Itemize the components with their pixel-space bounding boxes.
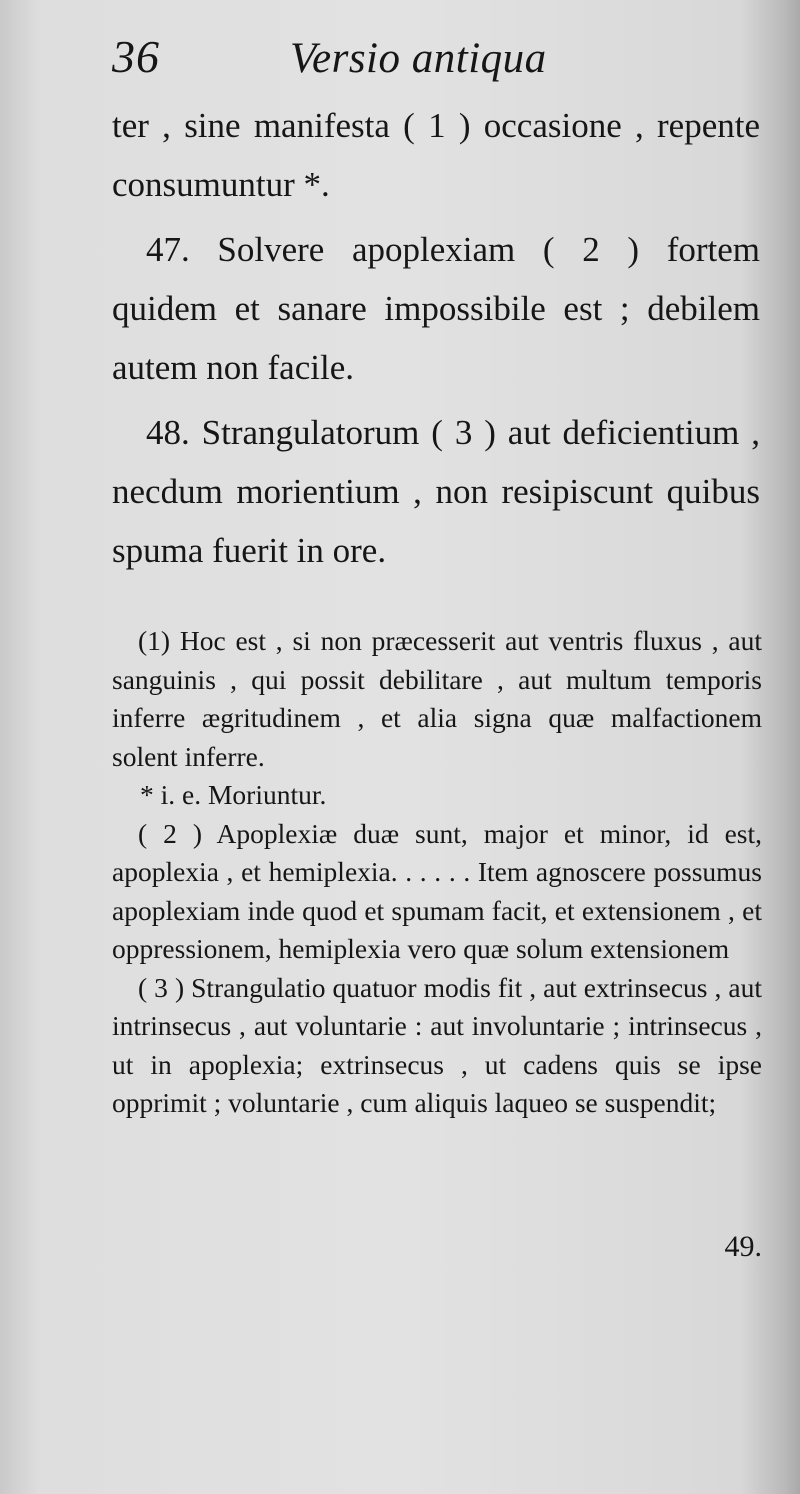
page-number: 36 [112, 31, 160, 82]
footnotes [112, 622, 762, 1123]
paragraph-47: 47. Solvere apoplexiam ( 2 ) fortem quidem et sanare impossibile est ; debilem autem non facile. [112, 230, 760, 387]
main-text [112, 96, 760, 586]
footnote-star: * i. e. Moriuntur. [140, 779, 327, 810]
footnote-2: ( 2 ) Apoplexiæ duæ sunt, major et minor, id est, apoplexia , et hemiplexia. . . . . . Item agnoscere possumus apoplexiam inde quod et spumam facit, et extensionem , et oppressionem, hemiplexia vero quæ solum extensionem [112, 817, 762, 964]
footnote-3: ( 3 ) Strangulatio quatuor modis fit , aut extrinsecus , aut intrinsecus , aut voluntarie : aut involuntarie ; intrinsecus , ut in apoplexia; extrinsecus , ut cadens quis se ipse opprimit ; voluntarie , cum aliquis laqueo se suspendit; [112, 971, 762, 1118]
catchword: 49. [724, 1230, 762, 1263]
paragraph-48: 48. Strangulatorum ( 3 ) aut deficientium , necdum morientium , non resipiscunt quibus spuma fuerit in ore. [112, 413, 760, 570]
footnote-1: (1) Hoc est , si non præcesserit aut ventris fluxus , aut sanguinis , qui possit debilitare , aut multum temporis inferre ægritudinem , et alia signa quæ malfactionem solent inferre. [112, 625, 762, 772]
paragraph-continuation: ter , sine manifesta ( 1 ) occasione , repente consumuntur *. [112, 106, 760, 204]
page-header [112, 22, 752, 92]
running-title: Versio antiqua [290, 35, 547, 82]
